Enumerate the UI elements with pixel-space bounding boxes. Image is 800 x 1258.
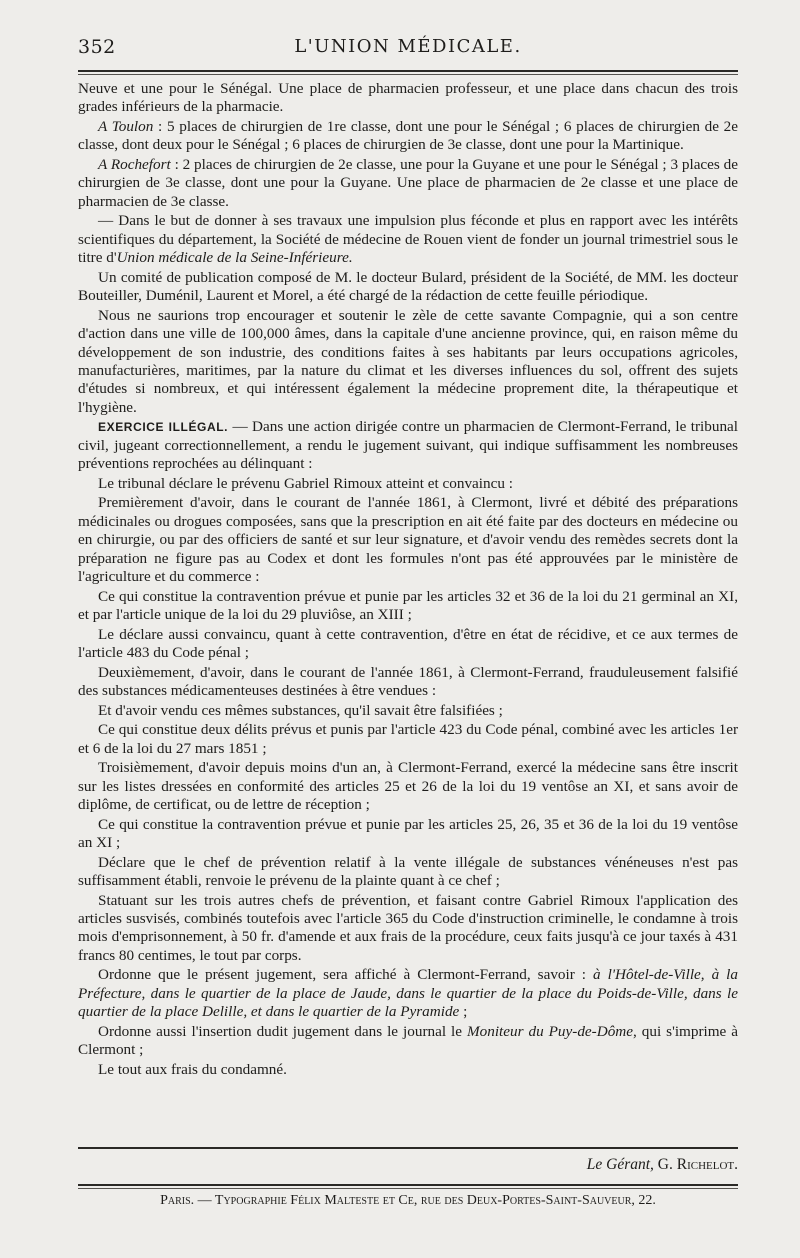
paragraph: Neuve et une pour le Sénégal. Une place de pharmacien professeur, et une place dans chacun des trois grades inférieurs de la pharmacie. — [78, 80, 738, 116]
paragraph: Un comité de publication composé de M. le docteur Bulard, président de la Société, de MM. les docteur Bouteiller, Duménil, Laurent et Morel, a été chargé de la rédaction de cette feuille périodique. — [78, 268, 738, 305]
journal-title: Union médicale de la Seine-Inférieure. — [116, 249, 353, 267]
section-heading: EXERCICE ILLÉGAL. — [98, 420, 229, 435]
paragraph: A Toulon : 5 places de chirurgien de 1re classe, dont une pour le Sénégal ; 6 places de chirurgien de 2e classe, dont deux pour le Sénégal ; 6 places de chirurgien de 3e classe, dont une pour la Martinique. — [78, 118, 738, 154]
place-name: A Toulon — [98, 118, 154, 135]
running-title: L'UNION MÉDICALE. — [294, 36, 522, 57]
footer-rule-thin — [78, 1188, 738, 1189]
paragraph: — Dans le but de donner à ses travaux une impulsion plus féconde et plus en rapport avec les intérêts scientifiques du département, la Société de médecine de Rouen vient de fonder un journal trimestriel sous le titre d'Union médicale de la Seine-Inférieure. — [78, 212, 738, 267]
paragraph: Nous ne saurions trop encourager et soutenir le zèle de cette savante Compagnie, qui a son centre d'action dans une ville de 100,000 âmes, dans la capitale d'une ancienne province, qui, en raison même du développement de son industrie, des conditions faites à ses habitants par leurs occupations agricoles, manufacturières, maritimes, par la nature du climat et les diverses influences du sol, offrent des sujets d'études si nombreux, et qui intéressent également la médecine proprement dite, la thérapeutique et l'hygiène. — [78, 306, 738, 416]
paragraph: Le déclare aussi convaincu, quant à cette contravention, d'être en état de récidive, et ce aux termes de l'article 483 du Code pénal ; — [78, 625, 738, 662]
paragraph: A Rochefort : 2 places de chirurgien de 2e classe, une pour la Guyane et une pour le Sénégal ; 3 places de chirurgien de 3e classe, dont une pour la Guyane. Une place de pharmacien de 2e classe et une place de pharmacien de 3e classe. — [78, 156, 738, 210]
signature-rule — [78, 1147, 738, 1149]
paragraph: Deuxièmement, d'avoir, dans le courant de l'année 1861, à Clermont-Ferrand, frauduleusement falsifié des substances médicamenteuses destinées à être vendues : — [78, 663, 738, 700]
paragraph: Ordonne aussi l'insertion dudit jugement dans le journal le Moniteur du Puy-de-Dôme, qui s'imprime à Clermont ; — [78, 1022, 738, 1059]
posting-places: à l'Hôtel-de-Ville, à la Préfecture, dans le quartier de la place de Jaude, dans le quartier de la place du Poids-de-Ville, dans le quartier de la place Delille, et dans le quartier de la Pyramide — [78, 966, 738, 1021]
paragraph: Ce qui constitue la contravention prévue et punie par les articles 32 et 36 de la loi du 21 germinal an XI, et par l'article unique de la loi du 29 pluviôse, an XIII ; — [78, 587, 738, 624]
paragraph: Déclare que le chef de prévention relatif à la vente illégale de substances vénéneuses n'est pas suffisamment établi, renvoie le prévenu de la plainte quant à ce chef ; — [78, 853, 738, 890]
header-rule — [78, 70, 738, 72]
page-number: 352 — [78, 36, 116, 58]
paragraph: EXERCICE ILLÉGAL. — Dans une action dirigée contre un pharmacien de Clermont-Ferrand, le tribunal civil, jugeant correctionnellement, a rendu le jugement suivant, qui indique suffisamment les nombreuses préventions reprochées au délinquant : — [78, 418, 738, 473]
paragraph: Ordonne que le présent jugement, sera affiché à Clermont-Ferrand, savoir : à l'Hôtel-de-Ville, à la Préfecture, dans le quartier de la place de Jaude, dans le quartier de la place du Poids-de-Ville, dans le quartier de la place Delille, et dans le quartier de la Pyramide ; — [78, 966, 738, 1021]
signature-name: G. Richelot. — [657, 1156, 738, 1173]
page-header — [78, 34, 738, 60]
paragraph: Troisièmement, d'avoir depuis moins d'un an, à Clermont-Ferrand, exercé la médecine sans être inscrit sur les listes dressées en conformité des articles 25 et 26 de la loi du 19 ventôse an XI, et sans avoir de diplôme, de certificat, ou de lettre de réception ; — [78, 759, 738, 814]
header-rule-thin — [78, 74, 738, 75]
place-name: A Rochefort — [98, 156, 171, 173]
paragraph: Premièrement d'avoir, dans le courant de l'année 1861, à Clermont, livré et débité des préparations médicinales ou drogues composées, sans que la prescription en ait été faite par des docteurs en médecine ou en chirurgie, ou par des officiers de santé et sur leur signature, et d'avoir vendu des remèdes secrets dont la préparation ne figure pas au Codex et dont les formules n'ont pas été approuvées par le ministère de l'agriculture et du commerce : — [78, 494, 738, 586]
paragraph: Statuant sur les trois autres chefs de prévention, et faisant contre Gabriel Rimoux l'application des articles susvisés, combinés toutefois avec l'article 365 du Code d'instruction criminelle, le condamne à trois mois d'emprisonnement, à 50 fr. d'amende et aux frais de la procédure, ceux faits jusqu'à ce jour taxés à 431 francs 80 centimes, le tout par corps. — [78, 891, 738, 964]
paragraph: Ce qui constitue la contravention prévue et punie par les articles 25, 26, 35 et 36 de la loi du 19 ventôse an XI ; — [78, 815, 738, 852]
paragraph: Ce qui constitue deux délits prévus et punis par l'article 423 du Code pénal, combiné avec les articles 1er et 6 de la loi du 27 mars 1851 ; — [78, 721, 738, 757]
printer-imprint: Paris. — Typographie Félix Malteste et Ce, rue des Deux-Portes-Saint-Sauveur, 22. — [160, 1193, 656, 1208]
footer-rule — [78, 1184, 738, 1186]
signature-role: Le Gérant, — [586, 1156, 654, 1173]
paragraph: Le tribunal déclare le prévenu Gabriel Rimoux atteint et convaincu : — [98, 474, 513, 492]
paragraph: Et d'avoir vendu ces mêmes substances, qu'il savait être falsifiées ; — [98, 701, 503, 719]
article-body — [78, 80, 738, 1080]
paragraph: Le tout aux frais du condamné. — [98, 1060, 287, 1078]
signature — [78, 1156, 738, 1174]
journal-title: Moniteur du Puy-de-Dôme — [466, 1022, 633, 1040]
